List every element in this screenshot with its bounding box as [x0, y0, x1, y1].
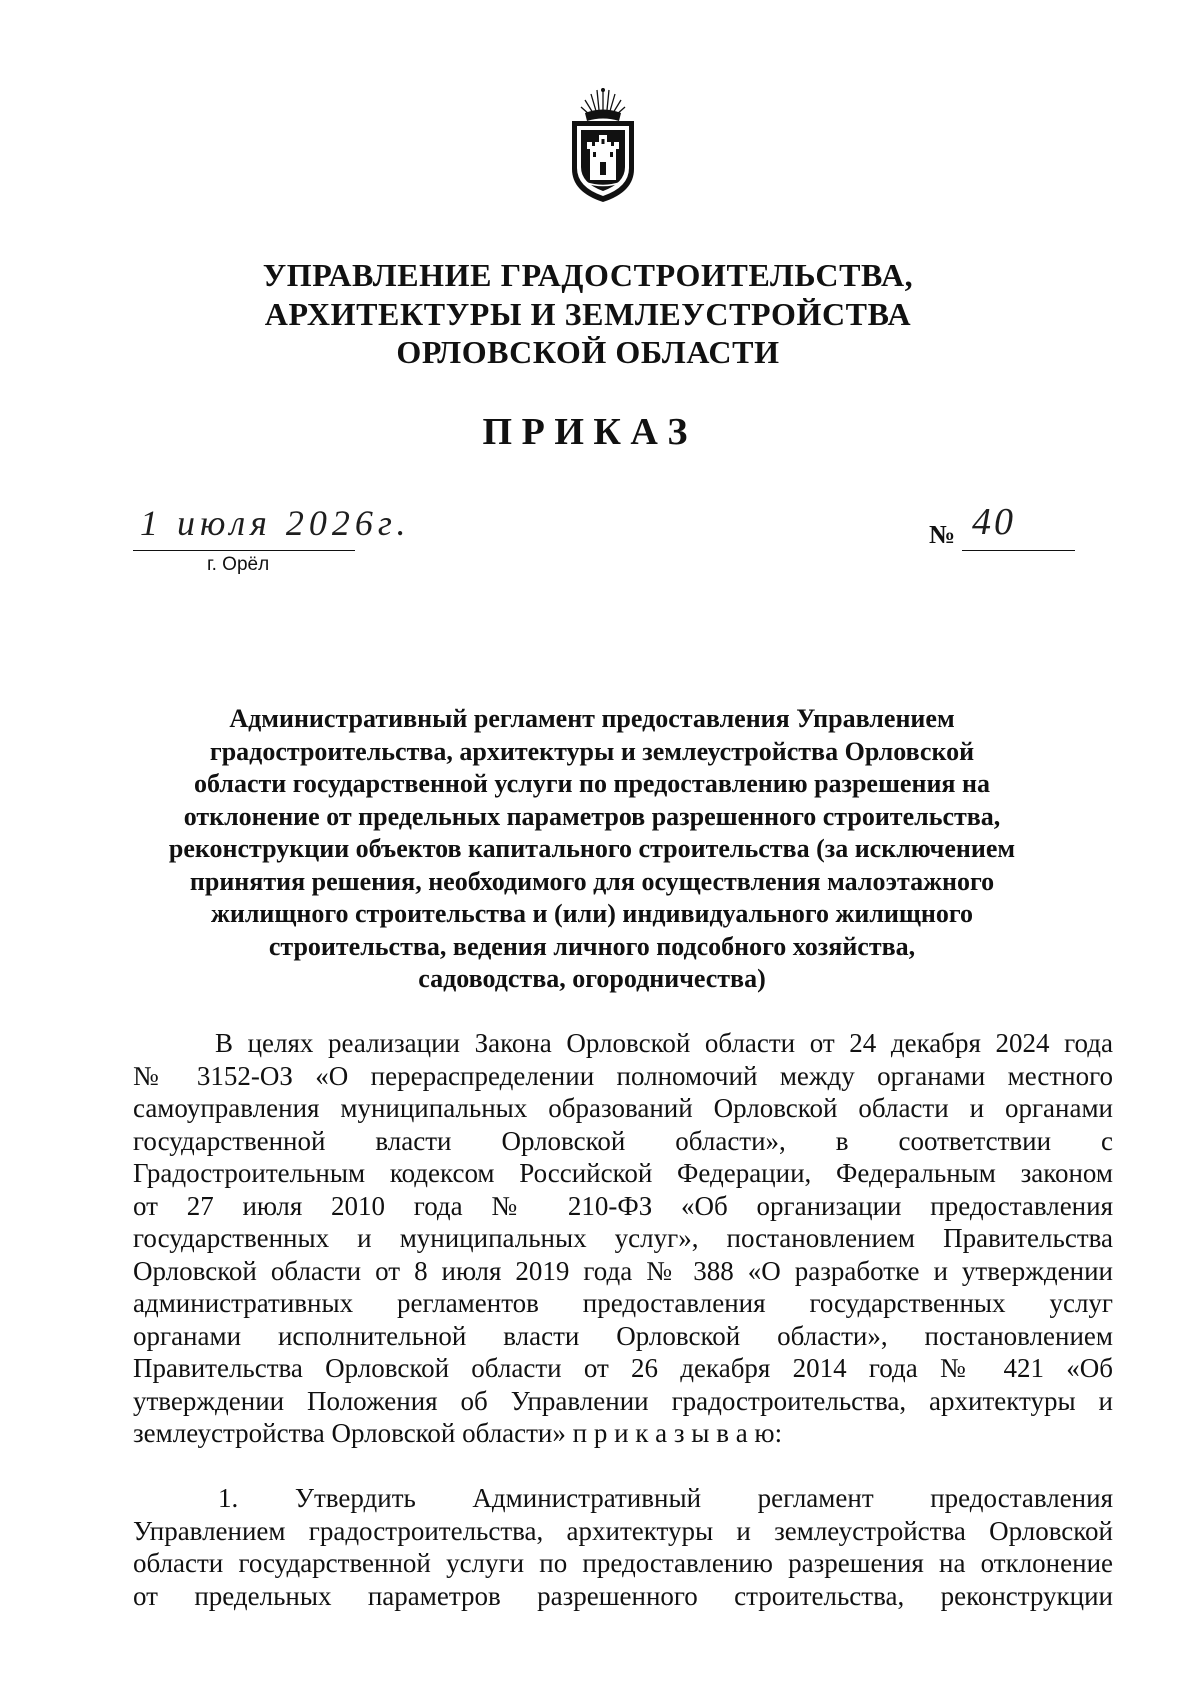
document-type: П Р И К А З [482, 411, 688, 453]
preamble-paragraph [133, 1027, 1113, 1450]
title-line: реконструкции объектов капитального строительства (за исключением [168, 834, 1016, 863]
organization-line: УПРАВЛЕНИЕ ГРАДОСТРОИТЕЛЬСТВА, [262, 257, 914, 293]
title-line: садоводства, огородничества) [418, 964, 766, 993]
text-line: государственных и муниципальных услуг», постановлением Правительства [133, 1223, 1113, 1253]
text-line: 1. Утвердить Административный регламент предоставления [218, 1483, 1113, 1513]
title-line: градостроительства, архитектуры и землеустройства Орловской [209, 736, 975, 766]
organization-heading [0, 256, 1176, 372]
title-line: Административный регламент предоставления Управлением [229, 704, 955, 733]
regulation-title [100, 703, 1084, 996]
coat-of-arms-icon [566, 86, 640, 204]
title-line: жилищного строительства и (или) индивидуального жилищного [210, 899, 974, 928]
text-line: Управлением градостроительства, архитектуры и землеустройства Орловской [133, 1515, 1113, 1546]
text-line: от предельных параметров разрешенного строительства, реконструкции [133, 1580, 1113, 1611]
text-line: Правительства Орловской области от 26 декабря 2014 года № 421 «Об [133, 1353, 1113, 1383]
title-line: строительства, ведения личного подсобного хозяйства, [268, 931, 916, 961]
text-line: области государственной услуги по предоставлению разрешения на отклонение [133, 1548, 1113, 1578]
text-line: Градостроительным кодексом Российской Федерации, Федеральным законом [133, 1158, 1113, 1188]
text-line: землеустройства Орловской области» п р и к а з ы в а ю: [133, 1418, 783, 1448]
text-line: утверждении Положения об Управлении градостроительства, архитектуры и [133, 1385, 1113, 1416]
text-line: административных регламентов предоставления государственных услуг [133, 1288, 1113, 1318]
title-line: отклонение от предельных параметров разрешенного строительства, [183, 801, 1001, 831]
title-line: области государственной услуги по предоставлению разрешения на [194, 769, 990, 798]
organization-line: АРХИТЕКТУРЫ И ЗЕМЛЕУСТРОЙСТВА [264, 295, 912, 332]
organization-line: ОРЛОВСКОЙ ОБЛАСТИ [396, 334, 780, 370]
text-line: от 27 июля 2010 года № 210-ФЗ «Об организации предоставления [133, 1190, 1113, 1221]
date-underline [133, 550, 355, 551]
number-sign: № [929, 520, 956, 549]
text-line: органами исполнительной власти Орловской области», постановлением [133, 1320, 1113, 1351]
handwritten-number: 40 [972, 501, 1016, 543]
text-line: Орловской области от 8 июля 2019 года № 388 «О разработке и утверждении [133, 1255, 1113, 1286]
text-line: государственной власти Орловской области», в соответствии с [133, 1125, 1113, 1156]
order-item-1 [133, 1482, 1113, 1612]
text-line: № 3152-ОЗ «О перераспределении полномочий между органами местного [133, 1060, 1113, 1091]
city-label: г. Орёл [207, 554, 270, 575]
number-underline [962, 550, 1075, 551]
title-line: принятия решения, необходимого для осуществления малоэтажного [189, 866, 995, 896]
text-line: В целях реализации Закона Орловской области от 24 декабря 2024 года [215, 1028, 1113, 1058]
handwritten-date: 1 июля 2026г. [140, 503, 411, 543]
text-line: самоуправления муниципальных образований Орловской области и органами [133, 1093, 1113, 1123]
